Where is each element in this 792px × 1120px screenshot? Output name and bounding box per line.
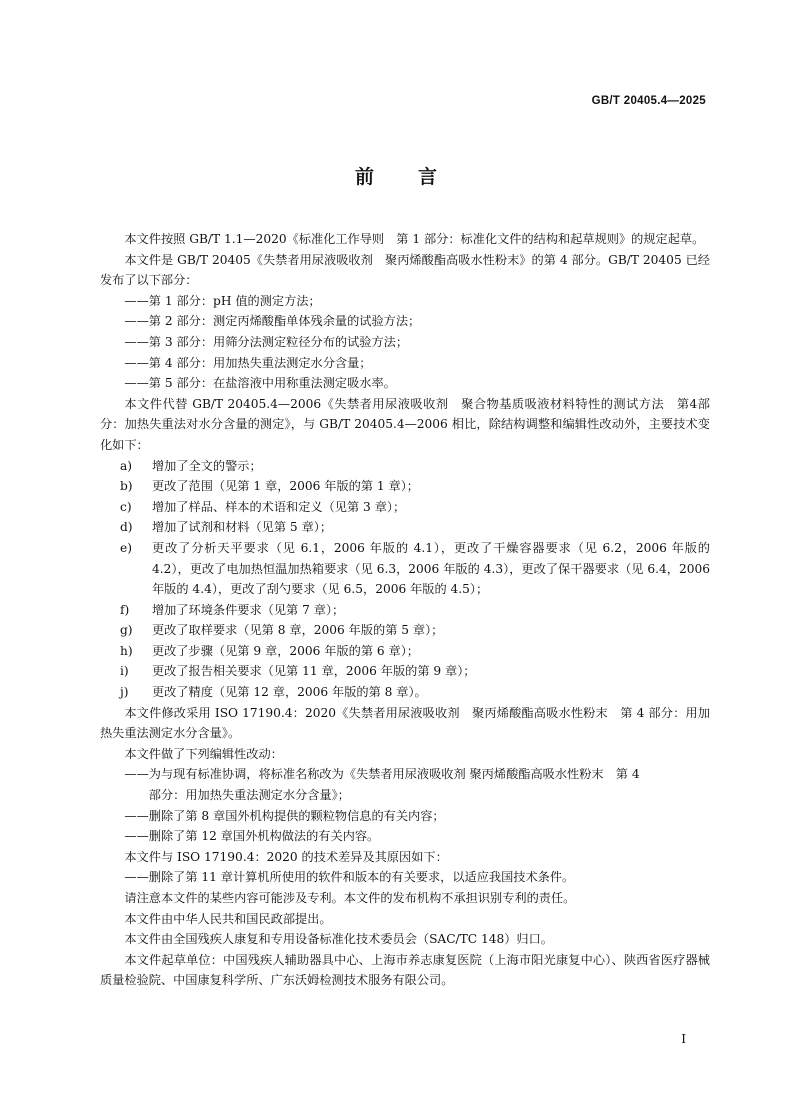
paragraph-iso-adoption: 本文件修改采用 ISO 17190.4：2020《失禁者用尿液吸收剂 聚丙烯酸酯高吸水性粉末 第 4 部分：用加热失重法测定水分含量》。: [100, 705, 710, 741]
page-number: I: [681, 1032, 686, 1046]
paragraph-replaces: 本文件代替 GB/T 20405.4—2006《失禁者用尿液吸收剂 聚合物基质吸液材料特性的测试方法 第4部分：加热失重法对水分含量的测定》，与 GB/T 20405.4—2006 相比，除结构调整和编辑性改动外，主要技术变化如下：: [100, 396, 710, 452]
change-label: j): [120, 685, 129, 700]
paragraph-series-parts: 本文件是 GB/T 20405《失禁者用尿液吸收剂 聚丙烯酸酯高吸水性粉末》的第 4 部分。GB/T 20405 已经发布了以下部分：: [100, 252, 710, 288]
change-list-item: [100, 661, 710, 682]
part-list-item: ——第 4 部分：用加热失重法测定水分含量；: [124, 355, 372, 370]
change-text: 增加了环境条件要求（见第 7 章）；: [152, 602, 345, 617]
title-char-2: 言: [418, 166, 438, 188]
editorial-change-line-1: ——为与现有标准协调，将标准名称改为《失禁者用尿液吸收剂 聚丙烯酸酯高吸水性粉末 第 4: [124, 767, 640, 782]
part-list-item: ——第 1 部分：pH 值的测定方法；: [124, 293, 321, 308]
paragraph-proposer: 本文件由中华人民共和国民政部提出。: [124, 911, 332, 926]
change-text: 增加了全文的警示；: [152, 458, 262, 473]
technical-difference-item: ——删除了第 11 章计算机所使用的软件和版本的有关要求，以适应我国技术条件。: [124, 870, 575, 885]
change-text: 更改了报告相关要求（见第 11 章，2006 年版的第 9 章）；: [152, 664, 476, 679]
change-label: b): [120, 479, 133, 494]
paragraph-technical-differences: 本文件与 ISO 17190.4：2020 的技术差异及其原因如下：: [124, 849, 448, 864]
change-label: f): [120, 602, 130, 617]
change-text: 增加了样品、样本的术语和定义（见第 3 章）；: [152, 499, 406, 514]
change-list-item: [100, 517, 710, 538]
part-list-item: ——第 3 部分：用筛分法测定粒径分布的试验方法；: [124, 334, 409, 349]
change-list-item: [100, 497, 710, 518]
change-list-item: [100, 682, 710, 703]
change-list-item: [100, 456, 710, 477]
change-list-item: [100, 476, 710, 497]
change-list-item: [100, 538, 710, 600]
paragraph-editorial-intro: 本文件做了下列编辑性改动：: [124, 746, 283, 761]
change-label: c): [120, 499, 132, 514]
change-text: 更改了取样要求（见第 8 章，2006 年版的第 5 章）；: [152, 623, 444, 638]
paragraph-committee: 本文件由全国残疾人康复和专用设备标准化技术委员会（SAC/TC 148）归口。: [124, 932, 553, 947]
change-text: 更改了步骤（见第 9 章，2006 年版的第 6 章）；: [152, 643, 419, 658]
editorial-change-item: ——删除了第 8 章国外机构提供的颗粒物信息的有关内容；: [124, 808, 445, 823]
change-list-item: [100, 620, 710, 641]
paragraph-drafting-rules: 本文件按照 GB/T 1.1—2020《标准化工作导则 第 1 部分：标准化文件的结构和起草规则》的规定起草。: [124, 232, 705, 246]
change-label: e): [120, 540, 132, 555]
part-list-item: ——第 5 部分：在盐溶液中用称重法测定吸水率。: [124, 376, 396, 391]
change-label: i): [120, 664, 129, 679]
change-label: h): [120, 643, 133, 658]
change-list-item: [100, 641, 710, 662]
change-text: 更改了范围（见第 1 章，2006 年版的第 1 章）；: [152, 479, 419, 494]
change-text: 增加了试剂和材料（见第 5 章）；: [152, 520, 333, 535]
change-list-item: [100, 600, 710, 621]
editorial-change-line-2: 部分：用加热失重法测定水分含量》；: [148, 788, 350, 803]
editorial-change-item: ——删除了第 12 章国外机构做法的有关内容。: [124, 829, 380, 844]
part-list-item: ——第 2 部分：测定丙烯酸酯单体残余量的试验方法；: [124, 314, 421, 329]
title-char-1: 前: [354, 166, 374, 188]
document-number-header: GB/T 20405.4—2025: [591, 95, 706, 107]
foreword-body: [100, 229, 710, 991]
paragraph-patent-notice: 请注意本文件的某些内容可能涉及专利。本文件的发布机构不承担识别专利的责任。: [124, 891, 576, 905]
paragraph-drafting-units: 本文件起草单位：中国残疾人辅助器具中心、上海市养志康复医院（上海市阳光康复中心）、陕西省医疗器械质量检验院、中国康复科学所、广东沃姆检测技术服务有限公司。: [100, 952, 710, 988]
editorial-change-item: [100, 764, 710, 805]
change-text: 更改了精度（见第 12 章，2006 年版的第 8 章）。: [152, 685, 427, 700]
change-label: g): [120, 623, 133, 638]
change-text: 更改了分析天平要求（见 6.1，2006 年版的 4.1），更改了干燥容器要求（见 6.2，2006 年版的 4.2），更改了电加热恒温加热箱要求（见 6.3，2006 年版的 4.3），更改了保干器要求（见 6.4，2006 年版的 4.4），更改了刮勺要求（见 6.5，2006 年版的 4.5）；: [152, 540, 710, 597]
page-title: [0, 162, 792, 189]
change-label: a): [120, 458, 133, 473]
change-label: d): [120, 520, 133, 535]
